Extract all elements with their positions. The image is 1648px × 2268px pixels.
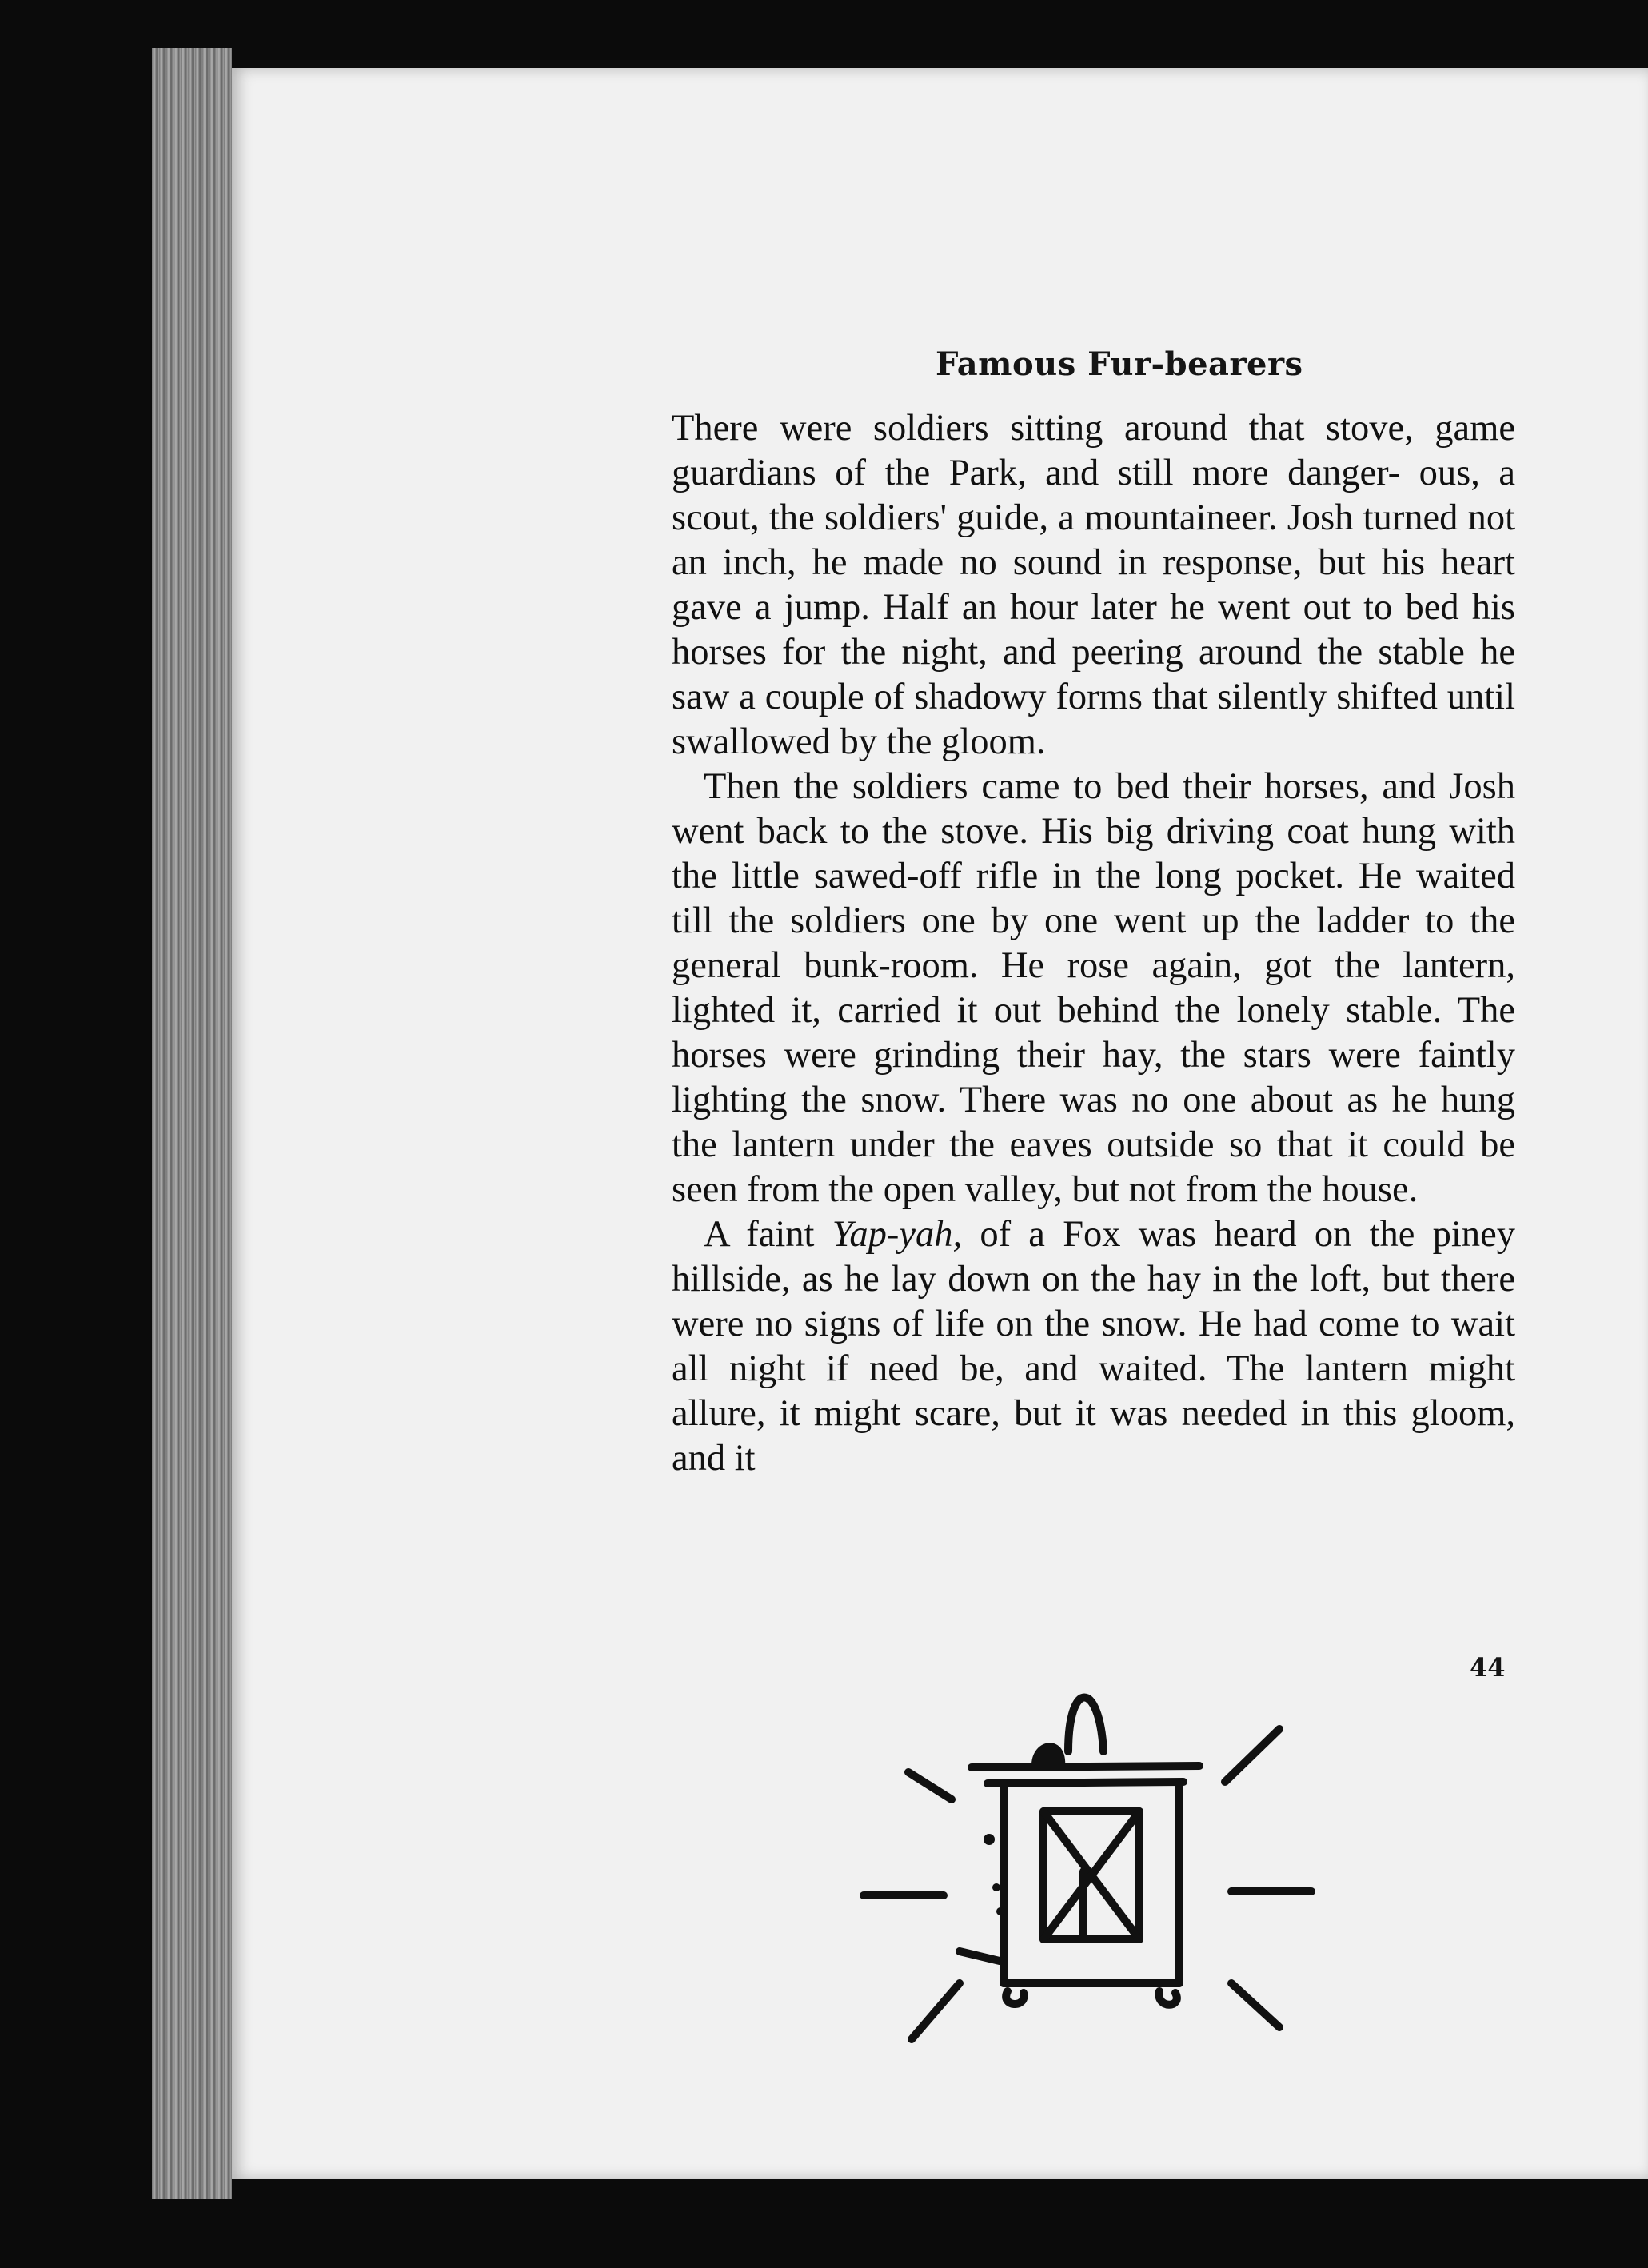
paragraph-3 bbox=[672, 1212, 1515, 1481]
paragraph-1: There were soldiers sitting around that stove, game guardians of the Park, and still more danger- ous, a scout, the soldiers' guide, a mountaineer. Josh turned not an inch, he made no sound in response, but his heart gave a jump. Half an hour later he went out to bed his horses for the night, and peering around the stable he saw a couple of shadowy forms that silently shifted until swallowed by the gloom. bbox=[672, 408, 1515, 762]
paragraph-3-rest: of a Fox was heard on the piney hillside, as he lay down on the hay in the loft, but there were no signs of life on the snow. He had come to wait all night if need be, and waited. The lantern might allure, it might scare, but it was needed in this gloom, and it bbox=[672, 1214, 1515, 1479]
page-number: 44 bbox=[1470, 1652, 1506, 1683]
body-text bbox=[672, 406, 1515, 1481]
book-page-edges bbox=[152, 48, 232, 2199]
running-head: Famous Fur-bearers bbox=[936, 345, 1303, 383]
paragraph-2: Then the soldiers came to bed their horses, and Josh went back to the stove. His big driving coat hung with the little sawed-off rifle in the long pocket. He waited till the soldiers one by one went up the ladder to the general bunk-room. He rose again, got the lantern, lighted it, carried it out behind the lonely stable. The horses were grinding their hay, the stars were faintly lighting the snow. There was no one about as he hung the lantern under the eaves outside so that it could be seen from the open valley, but not from the house. bbox=[672, 766, 1515, 1210]
lantern-handle bbox=[1068, 1698, 1103, 1752]
paragraph-3-lead: A faint bbox=[704, 1214, 832, 1255]
italic-phrase: Yap-yah, bbox=[832, 1214, 963, 1255]
lantern-illustration-icon bbox=[832, 1647, 1343, 2063]
